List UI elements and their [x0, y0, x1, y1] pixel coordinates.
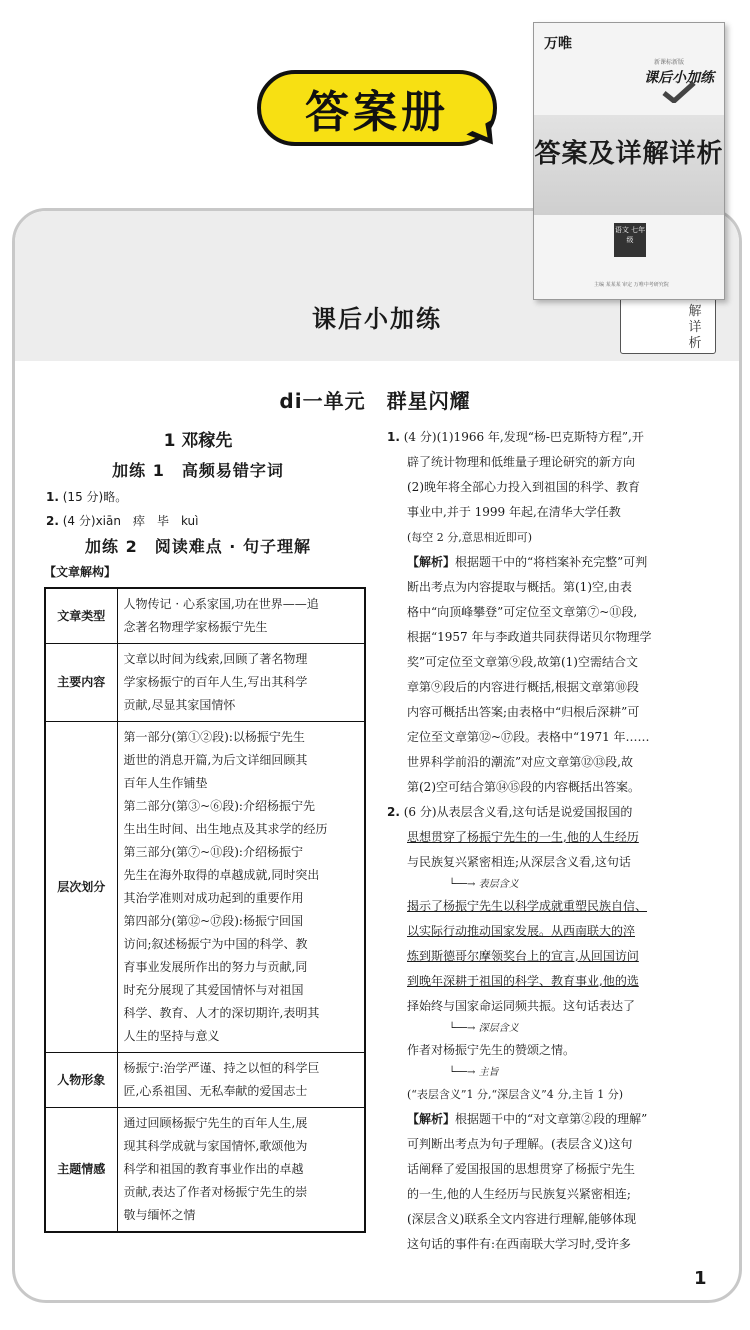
cell-line: 念著名物理学家杨振宁先生	[123, 620, 268, 634]
answer-2-line: 炼到斯德哥尔摩领奖台上的宣言,从回国访问	[407, 949, 639, 963]
answer-1-line: 辟了统计物理和低维量子理论研究的新方向	[407, 455, 636, 469]
row-header: 主题情感	[45, 1108, 117, 1233]
arrow-icon: └──→	[449, 879, 476, 890]
analysis-line: 可判断出考点为句子理解。(表层含义)这句	[407, 1137, 633, 1151]
analysis-tag: 【解析】	[407, 1112, 456, 1126]
row-content	[117, 1108, 365, 1233]
answer-1-line	[387, 425, 715, 450]
card-title: 课后小加练	[312, 305, 442, 333]
annotation-label: 深层含义	[478, 1023, 519, 1034]
analysis-line: 定位至文章第⑫~⑰段。表格中“1971 年……	[407, 730, 650, 744]
arrow-icon: └──→	[449, 1023, 476, 1034]
answer-2-line: 到晚年深耕于祖国的科学、教育事业,他的选	[407, 974, 639, 988]
answer-book-badge	[257, 70, 497, 146]
table-row	[45, 588, 365, 644]
row-content	[117, 722, 365, 1053]
lesson-title: 1 邓稼先	[163, 431, 233, 451]
cell-line: 贡献,尽显其家国情怀	[123, 698, 236, 712]
annotation-marker	[387, 1019, 715, 1038]
question-1	[46, 488, 127, 505]
cell-line: 时充分展现了其爱国情怀与对祖国	[123, 983, 304, 997]
analysis-line: 话阐释了爱国报国的思想贯穿了杨振宁先生	[407, 1162, 636, 1176]
analysis-line: 奖”可定位至文章第⑨段,故第(1)空需结合文	[407, 655, 638, 669]
cell-line: 第二部分(第③~⑥段):介绍杨振宁先	[123, 799, 315, 813]
book-cover	[533, 22, 725, 300]
cell-line: 第三部分(第⑦~⑪段):介绍杨振宁	[123, 845, 303, 859]
answer-text: (4 分)(1)1966 年,发现“杨-巴克斯特方程”,开	[403, 430, 644, 444]
cell-line: 访问;叙述杨振宁为中国的科学、教	[123, 937, 308, 951]
cell-line: 科学、教育、人才的深切期许,表明其	[123, 1006, 320, 1020]
table-row	[45, 644, 365, 722]
cell-line: 第一部分(第①②段):以杨振宁先生	[123, 730, 305, 744]
row-header: 层次划分	[45, 722, 117, 1053]
cell-line: 杨振宁:治学严谨、持之以恒的科学巨	[123, 1061, 320, 1075]
answer-1-line: 事业中,并于 1999 年起,在清华大学任教	[407, 505, 621, 519]
book-footer: 主编 某某某 审定 万唯中考研究院	[594, 282, 669, 288]
checkmark-icon	[662, 81, 696, 103]
answer-1-line: (2)晚年将全部心力投入到祖国的科学、教育	[407, 480, 640, 494]
analysis-line	[387, 550, 715, 575]
row-header: 文章类型	[45, 588, 117, 644]
page-number: 1	[694, 1268, 707, 1289]
cell-line: 文章以时间为线索,回顾了著名物理	[123, 652, 308, 666]
row-header: 人物形象	[45, 1053, 117, 1108]
cell-line: 育事业发展所作出的努力与贡献,同	[123, 960, 308, 974]
cell-line: 先生在海外取得的卓越成就,同时突出	[123, 868, 320, 882]
answers-column	[387, 425, 715, 1257]
row-header: 主要内容	[45, 644, 117, 722]
section1-title: 加练 1 高频易错字词	[112, 461, 284, 480]
row-content	[117, 644, 365, 722]
structure-label: 【文章解构】	[44, 565, 117, 579]
answer-2-line: 思想贯穿了杨振宁先生的一生,他的人生经历	[407, 830, 639, 844]
analysis-line: 格中“向顶峰攀登”可定位至文章第⑦~⑪段,	[407, 605, 638, 619]
answer-2-line: 以实际行动推动国家发展。从西南联大的淬	[407, 924, 636, 938]
question-number: 2.	[46, 514, 59, 528]
analysis-line: 第(2)空可结合第⑭⑮段的内容概括出答案。	[407, 780, 640, 794]
book-subject-tag: 语文 七年级	[614, 223, 646, 257]
cell-line: 逝世的消息开篇,为后文详细回顾其	[123, 753, 308, 767]
arrow-icon: └──→	[449, 1067, 476, 1078]
answer-1-note: (每空 2 分,意思相近即可)	[407, 531, 533, 544]
cell-line: 通过回顾杨振宁先生的百年人生,展	[123, 1116, 308, 1130]
analysis-line: 根据“1957 年与李政道共同获得诺贝尔物理学	[407, 630, 652, 644]
analysis-line: 的一生,他的人生经历与民族复兴紧密相连;	[407, 1187, 631, 1201]
unit-title: di一单元 群星闪耀	[279, 389, 471, 413]
cell-line: 百年人生作铺垫	[123, 776, 208, 790]
cell-line: 生出生时间、出生地点及其求学的经历	[123, 822, 328, 836]
cell-line: 学家杨振宁的百年人生,写出其科学	[123, 675, 308, 689]
cell-line: 人生的坚持与意义	[123, 1029, 220, 1043]
analysis-line: 这句话的事件有:在西南联大学习时,受许多	[407, 1237, 631, 1251]
analysis-text: 根据题干中的“对文章第②段的理解”	[455, 1112, 648, 1126]
badge-title: 答案册	[305, 87, 449, 138]
question-text: (4 分)xiān 瘁 毕 kuì	[62, 514, 199, 528]
analysis-line: 章第⑨段后的内容进行概括,根据文章第⑩段	[407, 680, 639, 694]
question-text: (15 分)略。	[62, 490, 128, 504]
row-content	[117, 588, 365, 644]
annotation-label: 表层含义	[478, 879, 519, 890]
answer-2-line: 择始终与国家命运同频共振。这句话表达了	[407, 999, 636, 1013]
analysis-line: 内容可概括出答案;由表格中“归根后深耕”可	[407, 705, 640, 719]
row-content	[117, 1053, 365, 1108]
annotation-marker	[387, 1063, 715, 1082]
book-series: 课后小加练	[644, 70, 714, 86]
annotation-label: 主旨	[478, 1067, 499, 1078]
answer-text: (6 分)从表层含义看,这句话是说爱国报国的	[403, 805, 633, 819]
cell-line: 其治学准则对成功起到的重要作用	[123, 891, 304, 905]
book-logo: 万唯	[544, 36, 572, 52]
book-title: 答案及详解详析	[534, 139, 724, 169]
answer-number: 1.	[387, 430, 400, 444]
question-2	[46, 512, 198, 529]
analysis-line	[387, 1107, 715, 1132]
cell-line: 第四部分(第⑫~⑰段):杨振宁回国	[123, 914, 303, 928]
cell-line: 人物传记 · 心系家国,功在世界——追	[123, 597, 319, 611]
answer-2-line: 揭示了杨振宁先生以科学成就重塑民族自信、	[407, 899, 648, 913]
cell-line: 科学和祖国的教育事业作出的卓越	[123, 1162, 304, 1176]
table-row	[45, 722, 365, 1053]
answer-number: 2.	[387, 805, 400, 819]
analysis-tag: 【解析】	[407, 555, 456, 569]
cell-line: 贡献,表达了作者对杨振宁先生的崇	[123, 1185, 308, 1199]
cell-line: 匠,心系祖国、无私奉献的爱国志士	[123, 1084, 308, 1098]
answer-2-note: (“表层含义”1 分,“深层含义”4 分,主旨 1 分)	[407, 1088, 624, 1101]
book-subtitle: 新课标新版	[654, 59, 685, 66]
question-number: 1.	[46, 490, 59, 504]
cell-line: 敬与缅怀之情	[123, 1208, 196, 1222]
analysis-line: 世界科学前沿的潮流”对应文章第⑫⑬段,故	[407, 755, 633, 769]
section2-title: 加练 2 阅读难点 · 句子理解	[85, 537, 311, 556]
article-structure-table	[44, 587, 366, 1233]
answer-2-line: 与民族复兴紧密相连;从深层含义看,这句话	[407, 855, 631, 869]
book-side-label: 解详析	[688, 304, 702, 351]
annotation-marker	[387, 875, 715, 894]
analysis-line: 断出考点为内容提取与概括。第(1)空,由表	[407, 580, 632, 594]
answer-2-line	[387, 800, 715, 825]
table-row	[45, 1053, 365, 1108]
table-row	[45, 1108, 365, 1233]
analysis-text: 根据题干中的“将档案补充完整”可判	[455, 555, 648, 569]
analysis-line: (深层含义)联系全文内容进行理解,能够体现	[407, 1212, 637, 1226]
answer-2-line: 作者对杨振宁先生的赞颂之情。	[407, 1043, 576, 1057]
cell-line: 现其科学成就与家国情怀,歌颂他为	[123, 1139, 308, 1153]
